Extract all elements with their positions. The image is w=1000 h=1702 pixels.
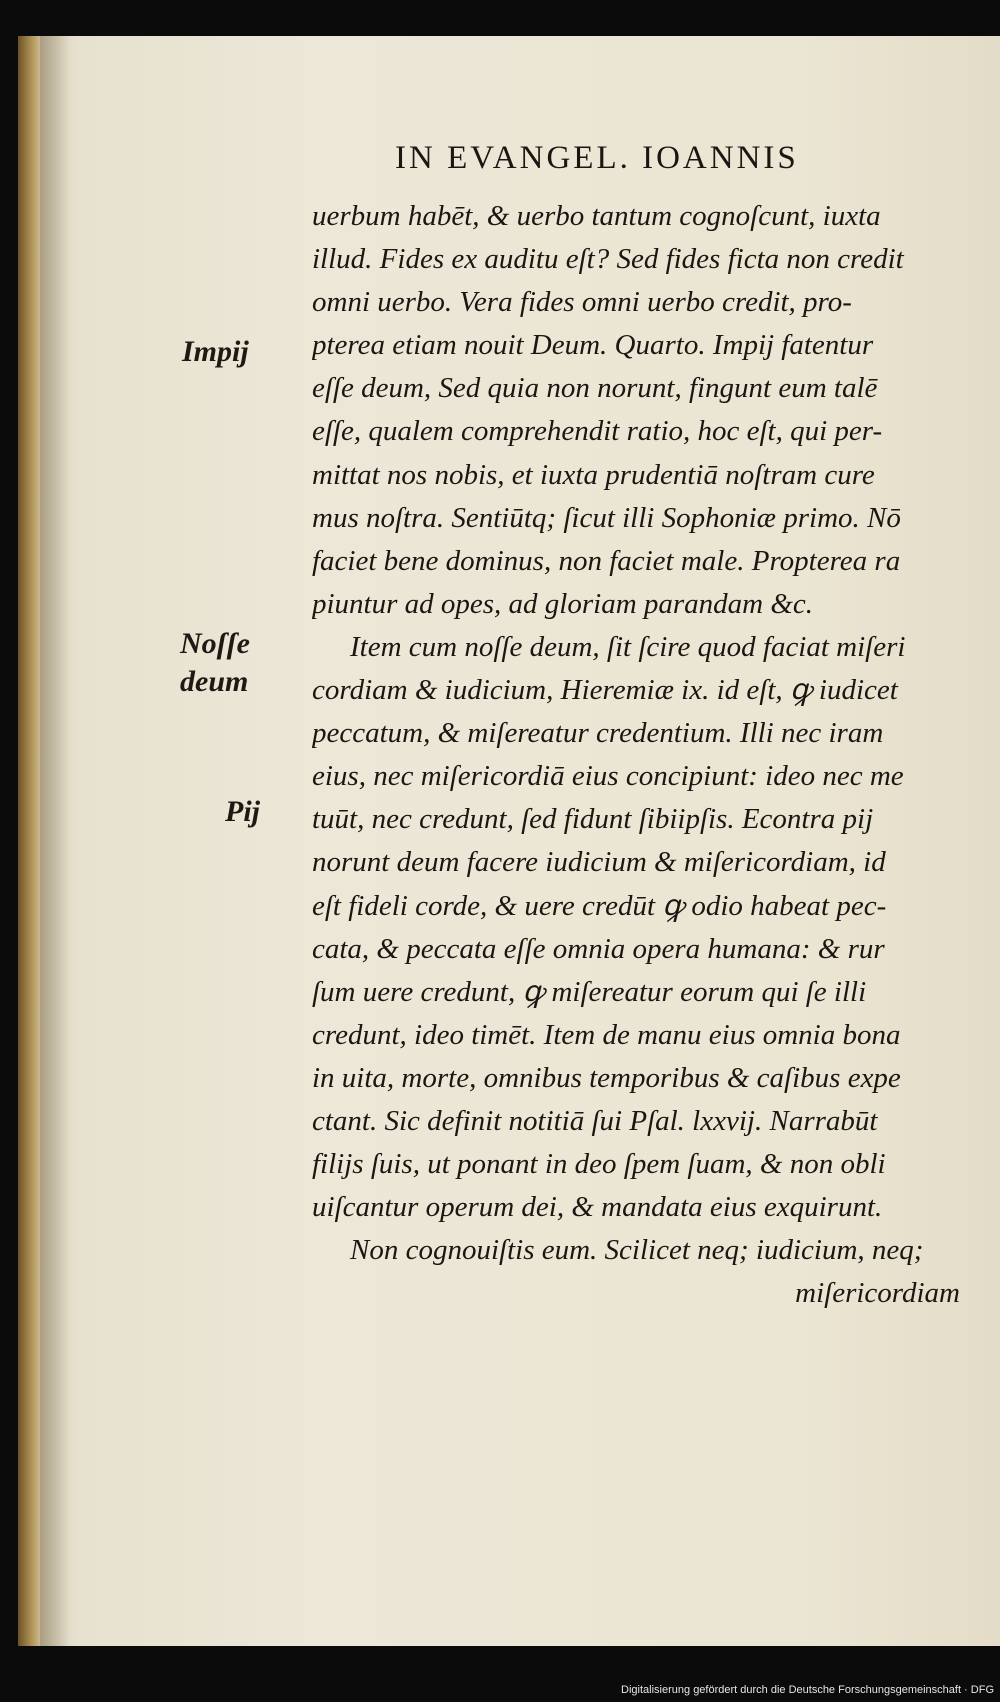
marginal-note: Pij	[225, 795, 260, 828]
text-line: mus noſtra. Sentiūtq; ſicut illi Sophoniæ primo. Nō	[312, 501, 901, 534]
running-head: IN EVANGEL. IOANNIS	[395, 140, 799, 176]
text-line: cata, & peccata eſſe omnia opera humana: & rur	[312, 932, 885, 965]
text-line: ctant. Sic definit notitiā ſui Pſal. lxxvij. Narrabūt	[312, 1104, 878, 1137]
catchword: miſericordiam	[795, 1277, 960, 1310]
text-line: eius, nec miſericordiā eius concipiunt: ideo nec me	[312, 760, 904, 793]
text-line: piuntur ad opes, ad gloriam parandam &c.	[312, 587, 814, 620]
text-line: faciet bene dominus, non faciet male. Propterea ra	[312, 544, 901, 577]
text-line: norunt deum facere iudicium & miſericordiam, id	[312, 846, 886, 879]
book-spine	[18, 36, 40, 1646]
text-line: peccatum, & miſereatur credentium. Illi nec iram	[312, 717, 884, 750]
text-line: ſum uere credunt, ꝙ miſereatur eorum qui ſe illi	[312, 975, 867, 1008]
text-line: in uita, morte, omnibus temporibus & caſibus expe	[312, 1061, 901, 1094]
text-line: tuūt, nec credunt, ſed fidunt ſibiipſis. Econtra pij	[312, 803, 874, 836]
text-line: uiſcantur operum dei, & mandata eius exquirunt.	[312, 1191, 883, 1224]
text-line: credunt, ideo timēt. Item de manu eius omnia bona	[312, 1018, 901, 1051]
text-line: mittat nos nobis, et iuxta prudentiā noſtram cure	[312, 458, 875, 491]
marginal-note: deum	[180, 665, 249, 698]
text-line: pterea etiam nouit Deum. Quarto. Impij fatentur	[312, 329, 874, 362]
text-line: Item cum noſſe deum, ſit ſcire quod faciat miſeri	[350, 630, 906, 663]
marginal-note: Noſſe	[180, 627, 250, 660]
text-line: omni uerbo. Vera fides omni uerbo credit, pro-	[312, 286, 852, 319]
body-text	[312, 195, 972, 1315]
text-line: eſſe, qualem comprehendit ratio, hoc eſt, qui per-	[312, 415, 883, 448]
text-line: eſſe deum, Sed quia non norunt, fingunt eum talē	[312, 372, 878, 405]
text-line: cordiam & iudicium, Hieremiæ ix. id eſt, ꝙ iudicet	[312, 674, 898, 707]
text-line: eſt fideli corde, & uere credūt ꝙ odio habeat pec-	[312, 889, 887, 922]
funding-credit: Digitalisierung gefördert durch die Deutsche Forschungsgemeinschaft · DFG	[621, 1684, 994, 1696]
gutter-shadow	[40, 36, 70, 1646]
text-line: Non cognouiſtis eum. Scilicet neq; iudicium, neq;	[350, 1234, 924, 1267]
text-line: uerbum habēt, & uerbo tantum cognoſcunt, iuxta	[312, 200, 881, 232]
text-line: filijs ſuis, ut ponant in deo ſpem ſuam, & non obli	[312, 1148, 886, 1181]
text-line: illud. Fides ex auditu eſt? Sed fides ficta non credit	[312, 243, 904, 276]
marginal-note: Impij	[182, 335, 249, 368]
